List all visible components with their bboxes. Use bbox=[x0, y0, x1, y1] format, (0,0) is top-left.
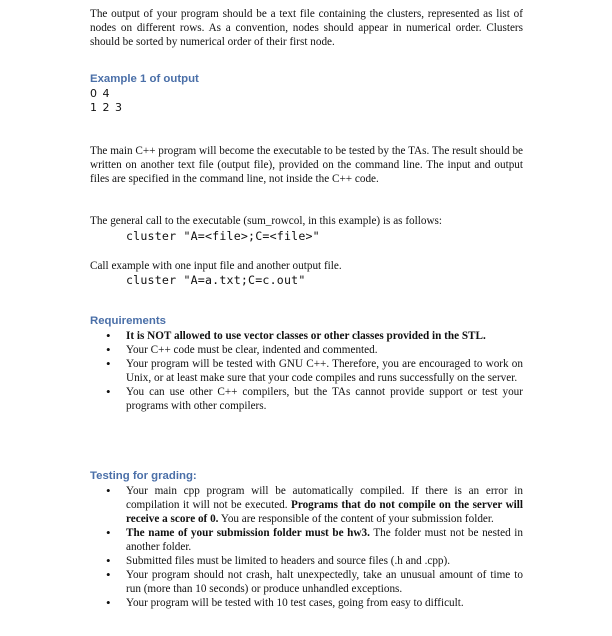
testing-item-2-text: The folder must not be nested in another folder. bbox=[126, 527, 523, 553]
requirements-list bbox=[90, 329, 523, 413]
general-call-command: cluster "A=<file>;C=<file>" bbox=[126, 229, 320, 243]
testing-item: • Your program will be tested with 10 test cases, going from easy to difficult. bbox=[90, 596, 523, 610]
requirement-item-bold: It is NOT allowed to use vector classes or other classes provided in the STL. bbox=[126, 330, 486, 342]
testing-item-1-bold: Programs that do not compile on the server will receive a score of 0. bbox=[126, 499, 523, 525]
general-call-text: The general call to the executable (sum_rowcol, in this example) is as follows: bbox=[90, 215, 442, 227]
call-example-command: cluster "A=a.txt;C=c.out" bbox=[126, 273, 306, 287]
requirement-item: • Your program will be tested with GNU C++. Therefore, you are encouraged to work on Unix, or at least make sure that your code compiles and runs successfully on the server. bbox=[90, 357, 523, 385]
testing-item bbox=[90, 484, 523, 526]
requirement-item: • You can use other C++ compilers, but the TAs cannot provide support or test your programs with other compilers. bbox=[90, 385, 523, 413]
example-output-line-1: 0 4 bbox=[90, 87, 111, 100]
testing-heading: Testing for grading: bbox=[90, 470, 197, 482]
requirements-heading: Requirements bbox=[90, 315, 166, 327]
testing-item-2-bold: The name of your submission folder must be hw3. bbox=[126, 527, 370, 539]
testing-list bbox=[90, 484, 523, 610]
testing-item: • Submitted files must be limited to headers and source files (.h and .cpp). bbox=[90, 554, 523, 568]
testing-item bbox=[90, 526, 523, 554]
requirement-item bbox=[90, 329, 523, 343]
requirement-item: • Your C++ code must be clear, indented and commented. bbox=[90, 343, 523, 357]
intro-paragraph: The output of your program should be a text file containing the clusters, represented as list of nodes on different rows. As a convention, nodes should appear in numerical order. Clusters should be sorted by numerical order of their first node. bbox=[90, 8, 523, 48]
testing-item-1-text-a: Your main cpp program will be automatically compiled. If there is an error in compilation it will not be executed. bbox=[126, 485, 523, 511]
call-example-text: Call example with one input file and another output file. bbox=[90, 260, 342, 272]
example-output-line-2: 1 2 3 bbox=[90, 101, 123, 114]
testing-item: • Your program should not crash, halt unexpectedly, take an unusual amount of time to run (more than 10 seconds) or produce unhandled exceptions. bbox=[90, 568, 523, 596]
testing-item-1-text-b: You are responsible of the content of your submission folder. bbox=[220, 513, 494, 525]
main-program-paragraph: The main C++ program will become the executable to be tested by the TAs. The result should be written on another text file (output file), provided on the command line. The input and output files are specified in the command line, not inside the C++ code. bbox=[90, 145, 523, 185]
example-heading: Example 1 of output bbox=[90, 73, 199, 85]
